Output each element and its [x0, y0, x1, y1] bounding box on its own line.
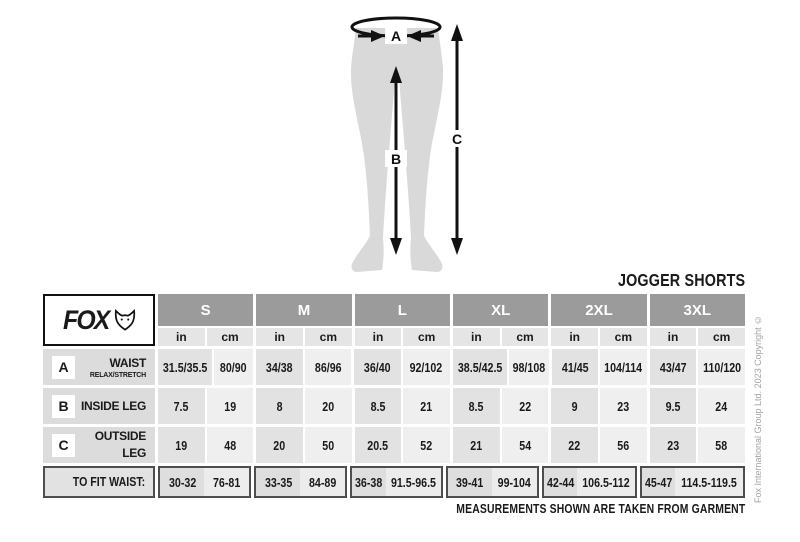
- cell-b-xl-cm: 22: [502, 388, 549, 424]
- value-group-b-m: [256, 388, 351, 424]
- cell-b-m-cm: 20: [305, 388, 352, 424]
- cell-b-2xl-in: 9: [551, 388, 598, 424]
- value-group-b-3xl: [650, 388, 745, 424]
- header-right: [155, 294, 745, 346]
- fit-group-xl: [446, 466, 539, 498]
- cell-c-xl-cm: 54: [502, 427, 549, 463]
- value-group-c-l: [355, 427, 450, 463]
- cell-fit-2xl-cm: 106.5-112: [577, 468, 635, 496]
- outside-leg-arrowhead-top-icon: [451, 24, 463, 41]
- unit-cm-s: cm: [207, 328, 254, 346]
- cell-a-2xl-in: 41/45: [552, 349, 599, 385]
- row-label-cell-c: [43, 427, 155, 463]
- cell-fit-xl-in: 39-41: [448, 468, 492, 496]
- table-body: [43, 349, 745, 463]
- value-group-c-xl: [453, 427, 548, 463]
- inside-leg-arrowhead-bottom-icon: [390, 238, 402, 255]
- table-header: [43, 294, 745, 346]
- cell-b-l-in: 8.5: [355, 388, 402, 424]
- fit-row-label: [43, 466, 155, 498]
- row-label-wrap: [75, 428, 146, 462]
- measure-label-c: C: [451, 131, 463, 147]
- fit-row: [43, 466, 745, 498]
- cell-fit-m-cm: 84-89: [300, 468, 344, 496]
- value-group-a-m: [256, 349, 351, 385]
- fox-head-icon: [113, 309, 137, 332]
- row-sublabel-text: RELAX/STRETCH: [89, 371, 146, 379]
- cell-b-m-in: 8: [256, 388, 303, 424]
- value-group-b-xl: [453, 388, 548, 424]
- cell-fit-xl-cm: 99-104: [492, 468, 536, 496]
- cell-fit-2xl-in: 42-44: [544, 468, 577, 496]
- value-group-a-3xl: [650, 349, 745, 385]
- cell-fit-s-in: 30-32: [160, 468, 204, 496]
- cell-c-s-cm: 48: [207, 427, 254, 463]
- table-row-c: [43, 427, 745, 463]
- unit-cm-m: cm: [305, 328, 352, 346]
- sizes-row: [155, 294, 745, 326]
- cell-b-3xl-in: 9.5: [650, 388, 697, 424]
- size-header-2xl: 2XL: [551, 294, 646, 326]
- cell-c-2xl-cm: 56: [600, 427, 647, 463]
- legs-diagram-svg: [330, 6, 480, 284]
- value-group-b-2xl: [551, 388, 646, 424]
- fit-group-l: [350, 466, 443, 498]
- footer-note: MEASUREMENTS SHOWN ARE TAKEN FROM GARMENT: [455, 501, 745, 516]
- cell-a-xl-cm: 98/108: [509, 349, 549, 385]
- row-label-cell-a: [43, 349, 155, 385]
- page-title: JOGGER SHORTS: [617, 270, 745, 290]
- cell-b-l-cm: 21: [403, 388, 450, 424]
- unit-cm-3xl: cm: [698, 328, 745, 346]
- size-header-m: M: [256, 294, 351, 326]
- cell-fit-l-in: 36-38: [352, 468, 386, 496]
- cell-b-2xl-cm: 23: [600, 388, 647, 424]
- copyright-text: Fox International Group Ltd. 2023 Copyright ©: [753, 314, 763, 503]
- cell-a-3xl-in: 43/47: [650, 349, 697, 385]
- row-label-text: INSIDE LEG: [80, 398, 146, 413]
- units-group-m: [256, 328, 351, 346]
- fit-group-2xl: [542, 466, 637, 498]
- unit-in-m: in: [256, 328, 303, 346]
- fox-logo-text: FOX: [62, 304, 109, 335]
- row-label-wrap: [75, 355, 146, 379]
- cell-c-2xl-in: 22: [551, 427, 598, 463]
- cell-b-s-cm: 19: [207, 388, 254, 424]
- value-group-c-m: [256, 427, 351, 463]
- cell-a-l-in: 36/40: [354, 349, 401, 385]
- cell-b-3xl-cm: 24: [698, 388, 745, 424]
- units-group-3xl: [650, 328, 745, 346]
- row-label-cell-b: [43, 388, 155, 424]
- value-group-c-2xl: [551, 427, 646, 463]
- row-label-wrap: [75, 398, 146, 415]
- cell-a-xl-in: 38.5/42.5: [453, 349, 507, 385]
- unit-cm-xl: cm: [502, 328, 549, 346]
- value-group-a-xl: [453, 349, 549, 385]
- value-group-a-s: [158, 349, 253, 385]
- value-group-b-s: [158, 388, 253, 424]
- table-row-a: [43, 349, 745, 385]
- units-group-2xl: [551, 328, 646, 346]
- fit-row-label-text: TO FIT WAIST:: [72, 475, 145, 489]
- row-letter-badge: A: [52, 356, 75, 379]
- cell-a-m-in: 34/38: [256, 349, 303, 385]
- value-group-b-l: [355, 388, 450, 424]
- value-group-a-l: [354, 349, 449, 385]
- units-row: [155, 328, 745, 346]
- cell-b-s-in: 7.5: [158, 388, 205, 424]
- unit-cm-2xl: cm: [600, 328, 647, 346]
- value-group-c-3xl: [650, 427, 745, 463]
- size-header-xl: XL: [453, 294, 548, 326]
- units-group-s: [158, 328, 253, 346]
- row-letter-badge: B: [52, 395, 75, 418]
- cell-fit-l-cm: 91.5-96.5: [386, 468, 441, 496]
- measure-label-a: A: [390, 28, 402, 44]
- fox-logo-cell: [43, 294, 155, 346]
- cell-c-s-in: 19: [158, 427, 205, 463]
- garment-diagram: [330, 6, 480, 284]
- unit-cm-l: cm: [403, 328, 450, 346]
- cell-c-3xl-in: 23: [650, 427, 697, 463]
- fit-group-m: [254, 466, 347, 498]
- value-group-c-s: [158, 427, 253, 463]
- row-label-text: OUTSIDE LEG: [94, 429, 146, 460]
- fit-group-s: [158, 466, 251, 498]
- cell-a-s-cm: 80/90: [214, 349, 253, 385]
- cell-c-m-cm: 50: [305, 427, 352, 463]
- row-label-text: WAIST: [109, 355, 146, 370]
- cell-c-m-in: 20: [256, 427, 303, 463]
- unit-in-2xl: in: [551, 328, 598, 346]
- cell-c-xl-in: 21: [453, 427, 500, 463]
- units-group-l: [355, 328, 450, 346]
- cell-fit-s-cm: 76-81: [204, 468, 248, 496]
- cell-c-3xl-cm: 58: [698, 427, 745, 463]
- size-header-s: S: [158, 294, 253, 326]
- unit-in-l: in: [355, 328, 402, 346]
- size-header-3xl: 3XL: [650, 294, 745, 326]
- cell-fit-3xl-cm: 114.5-119.5: [675, 468, 743, 496]
- cell-a-s-in: 31.5/35.5: [158, 349, 212, 385]
- size-table: [43, 294, 745, 498]
- units-group-xl: [453, 328, 548, 346]
- cell-a-l-cm: 92/102: [403, 349, 450, 385]
- table-row-b: [43, 388, 745, 424]
- cell-fit-m-in: 33-35: [256, 468, 300, 496]
- cell-c-l-cm: 52: [403, 427, 450, 463]
- fit-group-3xl: [640, 466, 745, 498]
- unit-in-s: in: [158, 328, 205, 346]
- measure-label-b: B: [390, 151, 402, 167]
- cell-fit-3xl-in: 45-47: [642, 468, 675, 496]
- cell-a-m-cm: 86/96: [305, 349, 352, 385]
- cell-a-2xl-cm: 104/114: [600, 349, 647, 385]
- value-group-a-2xl: [552, 349, 647, 385]
- cell-a-3xl-cm: 110/120: [698, 349, 745, 385]
- outside-leg-arrowhead-bottom-icon: [451, 238, 463, 255]
- size-header-l: L: [355, 294, 450, 326]
- row-letter-badge: C: [52, 434, 75, 457]
- cell-b-xl-in: 8.5: [453, 388, 500, 424]
- unit-in-xl: in: [453, 328, 500, 346]
- unit-in-3xl: in: [650, 328, 697, 346]
- cell-c-l-in: 20.5: [355, 427, 402, 463]
